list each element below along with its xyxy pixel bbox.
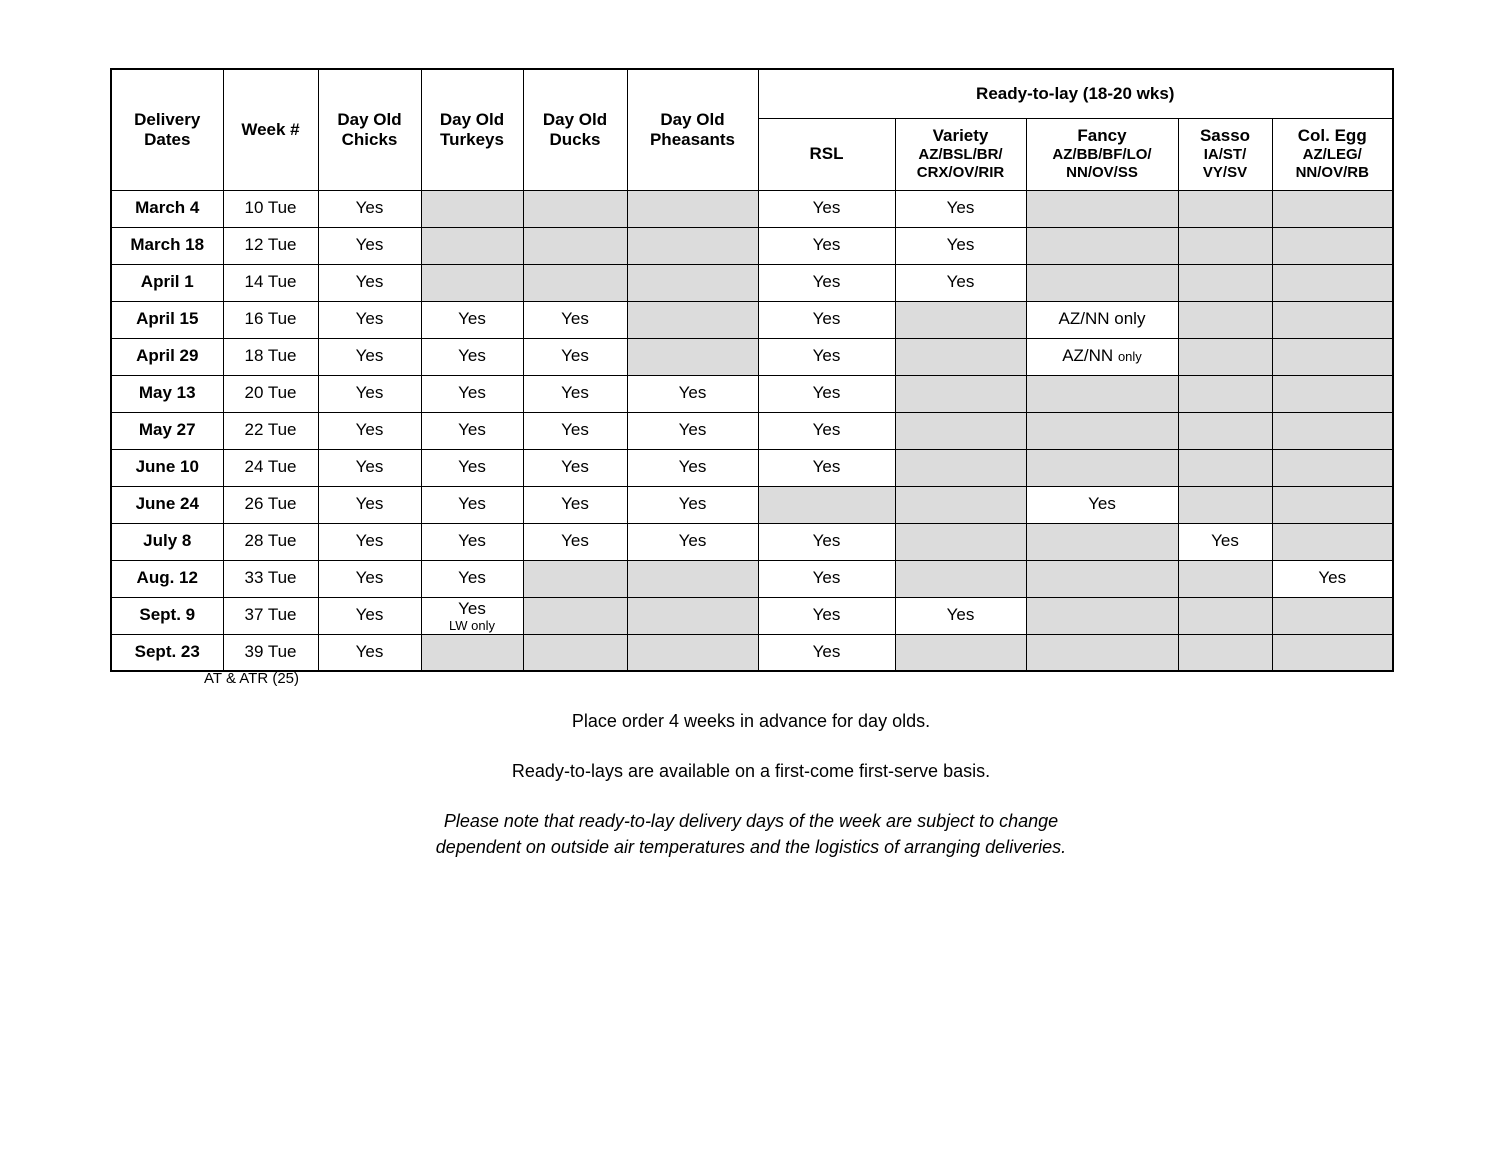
week-number-cell: 37 Tue xyxy=(223,597,318,634)
availability-cell xyxy=(1178,301,1272,338)
availability-cell xyxy=(523,227,627,264)
availability-cell xyxy=(1272,264,1393,301)
delivery-date-cell: April 1 xyxy=(111,264,223,301)
table-row xyxy=(111,375,1393,412)
week-number-cell: 39 Tue xyxy=(223,634,318,671)
col-header-week-number: Week # xyxy=(223,69,318,190)
availability-cell xyxy=(1272,190,1393,227)
availability-cell xyxy=(1272,486,1393,523)
availability-cell: Yes xyxy=(895,597,1026,634)
availability-cell: Yes xyxy=(318,597,421,634)
table-row xyxy=(111,264,1393,301)
col-header-day-old-turkeys: Day Old Turkeys xyxy=(421,69,523,190)
availability-cell: Yes xyxy=(627,375,758,412)
delivery-date-cell: Sept. 23 xyxy=(111,634,223,671)
availability-cell: Yes xyxy=(421,301,523,338)
availability-cell xyxy=(758,486,895,523)
delivery-date-cell: Sept. 9 xyxy=(111,597,223,634)
week-number-cell: 28 Tue xyxy=(223,523,318,560)
availability-cell: Yes xyxy=(627,449,758,486)
availability-cell xyxy=(895,449,1026,486)
availability-cell xyxy=(627,338,758,375)
availability-cell xyxy=(895,486,1026,523)
availability-cell: Yes xyxy=(758,449,895,486)
availability-cell xyxy=(1272,227,1393,264)
table-row xyxy=(111,486,1393,523)
availability-cell xyxy=(627,634,758,671)
col-header-day-old-pheasants: Day Old Pheasants xyxy=(627,69,758,190)
availability-cell: Yes xyxy=(421,375,523,412)
availability-cell: Yes xyxy=(318,264,421,301)
availability-cell xyxy=(1178,227,1272,264)
note-subject-to-change xyxy=(110,808,1392,860)
availability-cell xyxy=(1178,449,1272,486)
week-number-cell: 20 Tue xyxy=(223,375,318,412)
availability-cell: Yes xyxy=(523,523,627,560)
col-header-variety: Variety AZ/BSL/BR/ CRX/OV/RIR xyxy=(895,118,1026,190)
availability-cell xyxy=(895,301,1026,338)
availability-cell: Yes xyxy=(758,523,895,560)
ready-to-lay-group-header: Ready-to-lay (18-20 wks) xyxy=(758,69,1393,118)
availability-cell xyxy=(1272,338,1393,375)
week-number-cell: 14 Tue xyxy=(223,264,318,301)
availability-cell: Yes xyxy=(627,523,758,560)
availability-cell: Yes xyxy=(421,338,523,375)
availability-cell: Yes xyxy=(318,523,421,560)
week-number-cell: 10 Tue xyxy=(223,190,318,227)
availability-cell xyxy=(1026,597,1178,634)
availability-cell xyxy=(627,264,758,301)
availability-cell xyxy=(523,190,627,227)
availability-cell: Yes xyxy=(895,190,1026,227)
availability-cell xyxy=(895,412,1026,449)
availability-cell xyxy=(1026,375,1178,412)
availability-cell: Yes xyxy=(421,412,523,449)
availability-cell: Yes xyxy=(758,264,895,301)
availability-cell xyxy=(1272,523,1393,560)
note-subject-to-change-line1: Please note that ready-to-lay delivery days of the week are subject to change xyxy=(443,811,1059,831)
delivery-date-cell: June 24 xyxy=(111,486,223,523)
availability-cell xyxy=(523,560,627,597)
availability-cell xyxy=(1026,523,1178,560)
availability-cell: Yes xyxy=(523,301,627,338)
availability-cell xyxy=(895,523,1026,560)
availability-cell: Yes xyxy=(758,634,895,671)
availability-cell: Yes xyxy=(523,412,627,449)
availability-cell xyxy=(627,301,758,338)
table-row xyxy=(111,560,1393,597)
availability-cell xyxy=(627,227,758,264)
availability-cell xyxy=(627,597,758,634)
col-header-sasso: Sasso IA/ST/ VY/SV xyxy=(1178,118,1272,190)
availability-cell xyxy=(627,190,758,227)
availability-cell: Yes xyxy=(421,449,523,486)
availability-cell xyxy=(523,634,627,671)
col-header-day-old-ducks: Day Old Ducks xyxy=(523,69,627,190)
availability-cell: Yes xyxy=(318,634,421,671)
availability-cell xyxy=(1178,375,1272,412)
availability-cell xyxy=(1026,412,1178,449)
availability-cell xyxy=(1272,449,1393,486)
table-row xyxy=(111,412,1393,449)
availability-cell xyxy=(523,264,627,301)
table-footnote: AT & ATR (25) xyxy=(204,670,300,687)
week-number-cell: 24 Tue xyxy=(223,449,318,486)
col-header-day-old-chicks: Day Old Chicks xyxy=(318,69,421,190)
availability-cell xyxy=(1178,634,1272,671)
delivery-date-cell: June 10 xyxy=(111,449,223,486)
availability-cell: Yes xyxy=(1178,523,1272,560)
week-number-cell: 18 Tue xyxy=(223,338,318,375)
availability-cell: Yes xyxy=(318,486,421,523)
availability-cell xyxy=(1178,597,1272,634)
availability-cell: Yes xyxy=(523,375,627,412)
col-header-col-egg: Col. Egg AZ/LEG/ NN/OV/RB xyxy=(1272,118,1393,190)
col-header-delivery-dates: Delivery Dates xyxy=(111,69,223,190)
delivery-date-cell: April 15 xyxy=(111,301,223,338)
availability-cell: Yes xyxy=(758,190,895,227)
table-row xyxy=(111,227,1393,264)
availability-cell: Yes xyxy=(758,412,895,449)
availability-cell: Yes LW only xyxy=(421,597,523,634)
availability-cell: Yes xyxy=(758,375,895,412)
week-number-cell: 12 Tue xyxy=(223,227,318,264)
delivery-date-cell: March 18 xyxy=(111,227,223,264)
note-order-in-advance: Place order 4 weeks in advance for day olds. xyxy=(571,711,931,731)
availability-cell: Yes xyxy=(758,560,895,597)
availability-cell xyxy=(1178,338,1272,375)
availability-cell: Yes xyxy=(318,338,421,375)
availability-cell: Yes xyxy=(627,486,758,523)
notes-section xyxy=(110,708,1392,860)
table-row xyxy=(111,634,1393,671)
availability-cell xyxy=(1178,560,1272,597)
availability-cell xyxy=(1026,264,1178,301)
note-first-come-first-serve: Ready-to-lays are available on a first-come first-serve basis. xyxy=(511,761,991,781)
availability-cell: Yes xyxy=(523,338,627,375)
availability-cell xyxy=(1178,190,1272,227)
availability-cell: Yes xyxy=(1272,560,1393,597)
availability-cell: AZ/NN only xyxy=(1026,301,1178,338)
table-row xyxy=(111,597,1393,634)
delivery-date-cell: April 29 xyxy=(111,338,223,375)
availability-cell: Yes xyxy=(421,486,523,523)
availability-cell: Yes xyxy=(421,523,523,560)
availability-cell: Yes xyxy=(758,301,895,338)
availability-cell: Yes xyxy=(758,597,895,634)
availability-cell: Yes xyxy=(318,190,421,227)
availability-cell xyxy=(1026,190,1178,227)
table-row xyxy=(111,301,1393,338)
availability-cell xyxy=(1178,412,1272,449)
availability-cell: Yes xyxy=(318,227,421,264)
week-number-cell: 22 Tue xyxy=(223,412,318,449)
availability-cell: Yes xyxy=(523,486,627,523)
delivery-date-cell: March 4 xyxy=(111,190,223,227)
availability-cell xyxy=(895,338,1026,375)
table-row xyxy=(111,523,1393,560)
availability-cell xyxy=(1026,634,1178,671)
availability-cell xyxy=(895,375,1026,412)
delivery-date-cell: Aug. 12 xyxy=(111,560,223,597)
table-row xyxy=(111,190,1393,227)
availability-cell xyxy=(627,560,758,597)
availability-cell: Yes xyxy=(758,227,895,264)
availability-cell xyxy=(421,190,523,227)
table-row xyxy=(111,338,1393,375)
availability-cell xyxy=(1178,486,1272,523)
availability-cell xyxy=(1272,301,1393,338)
availability-cell xyxy=(1026,449,1178,486)
availability-cell: Yes xyxy=(895,227,1026,264)
availability-cell: Yes xyxy=(1026,486,1178,523)
availability-cell: Yes xyxy=(318,412,421,449)
availability-cell: AZ/NN only xyxy=(1026,338,1178,375)
col-header-fancy: Fancy AZ/BB/BF/LO/ NN/OV/SS xyxy=(1026,118,1178,190)
availability-cell: Yes xyxy=(895,264,1026,301)
availability-cell: Yes xyxy=(318,449,421,486)
availability-cell xyxy=(1272,597,1393,634)
availability-cell xyxy=(1178,264,1272,301)
availability-cell: Yes xyxy=(318,375,421,412)
availability-cell: Yes xyxy=(318,560,421,597)
delivery-date-cell: July 8 xyxy=(111,523,223,560)
table-row xyxy=(111,449,1393,486)
availability-cell xyxy=(895,560,1026,597)
note-subject-to-change-line2: dependent on outside air temperatures and the logistics of arranging deliveries. xyxy=(435,837,1067,857)
week-number-cell: 26 Tue xyxy=(223,486,318,523)
availability-cell xyxy=(1026,560,1178,597)
availability-cell xyxy=(1272,412,1393,449)
availability-cell: Yes xyxy=(421,560,523,597)
availability-cell xyxy=(895,634,1026,671)
week-number-cell: 33 Tue xyxy=(223,560,318,597)
availability-cell xyxy=(421,227,523,264)
availability-cell: Yes xyxy=(627,412,758,449)
week-number-cell: 16 Tue xyxy=(223,301,318,338)
delivery-schedule-table xyxy=(110,68,1394,672)
availability-cell xyxy=(1272,375,1393,412)
availability-cell xyxy=(421,634,523,671)
delivery-date-cell: May 13 xyxy=(111,375,223,412)
availability-cell: Yes xyxy=(523,449,627,486)
availability-cell xyxy=(1026,227,1178,264)
availability-cell xyxy=(523,597,627,634)
delivery-date-cell: May 27 xyxy=(111,412,223,449)
availability-cell: Yes xyxy=(758,338,895,375)
availability-cell xyxy=(421,264,523,301)
col-header-rsl: RSL xyxy=(758,118,895,190)
availability-cell: Yes xyxy=(318,301,421,338)
availability-cell xyxy=(1272,634,1393,671)
